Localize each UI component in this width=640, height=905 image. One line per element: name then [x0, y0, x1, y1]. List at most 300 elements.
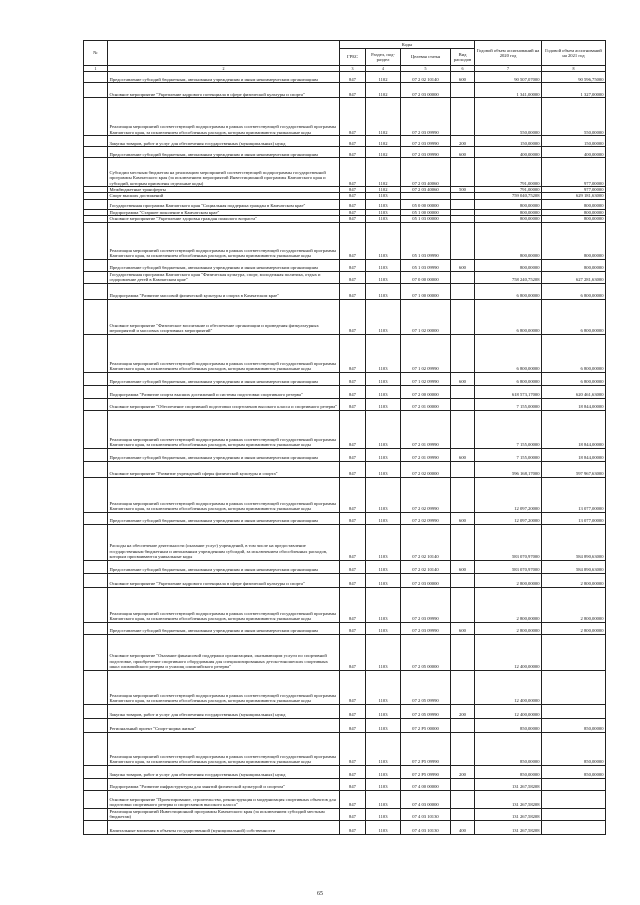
row-grbs: 847: [340, 820, 366, 834]
table-row: [84, 560, 606, 573]
row-grbs: 847: [340, 778, 366, 790]
row-value-2021: 977,00000: [542, 187, 606, 193]
row-name: Межбюджетные трансферты: [108, 187, 340, 193]
row-grbs: 847: [340, 216, 366, 222]
row-section: 1103: [366, 820, 401, 834]
row-value-2021: [542, 820, 606, 834]
row-section: 1103: [366, 209, 401, 215]
row-name: Реализация мероприятий соответствующей подпрограммы в рамках соответствующей государственной программы Камчатского края, за исключением обособленных расходов, которым присваиваются уникальные коды: [108, 410, 340, 448]
row-grbs: 847: [340, 524, 366, 560]
row-vid: [451, 98, 475, 136]
row-value-2021: [542, 670, 606, 704]
table-row: [84, 765, 606, 778]
row-value-2020: 131 267,58208: [475, 778, 542, 790]
row-value-2020: 596 168,17000: [475, 461, 542, 477]
table-row: [84, 222, 606, 259]
row-vid: [451, 283, 475, 299]
row-name: Основное мероприятие "Укрепление здоровья граждан пожилого возраста": [108, 216, 340, 222]
table-row: [84, 718, 606, 732]
row-num: [84, 820, 108, 834]
row-value-2020: 1 341,00000: [475, 83, 542, 98]
row-vid: 600: [451, 259, 475, 271]
row-name: Основное мероприятие "Укрепление кадрового потенциала в сфере физической культуры и спорта": [108, 83, 340, 98]
row-value-2021: 627 281,63000: [542, 271, 606, 283]
row-num: [84, 448, 108, 461]
row-value-2020: 800,00000: [475, 209, 542, 215]
row-name: Реализация мероприятий Инвестиционной программы Камчатского края (за исключением субсидий местным бюджетам): [108, 808, 340, 820]
row-vid: [451, 334, 475, 372]
row-value-2020: 6 800,00000: [475, 283, 542, 299]
row-article: 07 2 05 09990: [401, 704, 451, 718]
table-row: [84, 283, 606, 299]
row-article: 07 4 00 00000: [401, 778, 451, 790]
row-value-2021: 18 844,00000: [542, 410, 606, 448]
row-name: Реализация мероприятий соответствующей подпрограммы в рамках соответствующей государственной программы Камчатского края, за исключением обособленных расходов, которым присваиваются уникальные коды: [108, 334, 340, 372]
row-value-2020: 6 800,00000: [475, 299, 542, 334]
row-article: 07 1 02 09990: [401, 372, 451, 385]
row-vid: [451, 587, 475, 622]
row-article: 07 2 05 00000: [401, 634, 451, 670]
row-value-2020: 150,00000: [475, 136, 542, 147]
row-name: Расходы на обеспечение деятельности (оказание услуг) учреждений, в том числе на предоставление государственным бюджетным и автономным учреждениям субсидий, за исключением обособленных расходов, которым присваиваются уникальные коды: [108, 524, 340, 560]
row-value-2020: 759 040,75208: [475, 193, 542, 199]
row-name: Предоставление субсидий бюджетным, автономным учреждениям и иным некоммерческим организациям: [108, 72, 340, 83]
row-value-2021: 800,00000: [542, 199, 606, 209]
row-value-2020: 2 800,00000: [475, 587, 542, 622]
table-row: [84, 136, 606, 147]
row-value-2020: 800,00000: [475, 199, 542, 209]
row-vid: [451, 573, 475, 587]
col-number: 8: [542, 66, 606, 72]
row-article: 07 2 03 00000: [401, 83, 451, 98]
row-grbs: 847: [340, 765, 366, 778]
row-name: Реализация мероприятий соответствующей подпрограммы в рамках соответствующей государственной программы Камчатского края, за исключением обособленных расходов, которым присваиваются уникальные коды: [108, 98, 340, 136]
row-num: [84, 72, 108, 83]
row-name: Основное мероприятие "Физическое воспитание и обеспечение организации и проведения физкультурных мероприятий и массовых спортивных мероприятий": [108, 299, 340, 334]
row-num: [84, 732, 108, 765]
row-num: [84, 790, 108, 808]
row-name: Подпрограмма "Развитие массовой физической культуры и спорта в Камчатском крае": [108, 283, 340, 299]
table-row: [84, 587, 606, 622]
row-section: 1102: [366, 136, 401, 147]
row-name: Предоставление субсидий бюджетным, автономным учреждениям и иным некоммерческим организациям: [108, 512, 340, 524]
row-value-2021: 620 461,63000: [542, 385, 606, 398]
row-vid: [451, 222, 475, 259]
row-value-2020: 90 507,07000: [475, 72, 542, 83]
row-article: 07 1 02 00000: [401, 299, 451, 334]
row-num: [84, 524, 108, 560]
row-num: [84, 385, 108, 398]
row-value-2020: 6 800,00000: [475, 334, 542, 372]
row-value-2021: 13 077,00000: [542, 477, 606, 512]
table-row: [84, 573, 606, 587]
row-name: Закупка товаров, работ и услуг для обеспечения государственных (муниципальных) нужд: [108, 765, 340, 778]
row-vid: [451, 808, 475, 820]
row-value-2021: 2 800,00000: [542, 622, 606, 634]
row-value-2020: 2 800,00000: [475, 622, 542, 634]
row-value-2020: 618 573,17000: [475, 385, 542, 398]
row-grbs: 847: [340, 147, 366, 158]
row-value-2021: [542, 790, 606, 808]
row-name: Основное мероприятие "Проектирование, строительство, реконструкция и модернизация спортивных объектов для подготовки спортивного резерва и спортсменов высокого класса": [108, 790, 340, 808]
row-article: 07 2 03 09990: [401, 136, 451, 147]
row-grbs: 847: [340, 622, 366, 634]
row-section: 1102: [366, 83, 401, 98]
row-section: 1103: [366, 704, 401, 718]
row-section: 1103: [366, 790, 401, 808]
row-num: [84, 808, 108, 820]
table-row: [84, 477, 606, 512]
header-2020: Годовой объем ассигнований на 2020 год: [475, 41, 542, 66]
row-value-2020: 550,00000: [475, 98, 542, 136]
row-value-2021: 2 800,00000: [542, 587, 606, 622]
row-grbs: 847: [340, 573, 366, 587]
row-num: [84, 670, 108, 704]
row-article: 07 2 03 09990: [401, 587, 451, 622]
row-num: [84, 634, 108, 670]
table-row: [84, 622, 606, 634]
row-num: [84, 222, 108, 259]
row-vid: 200: [451, 136, 475, 147]
row-value-2021: [542, 634, 606, 670]
row-name: Подпрограмма "Старшее поколение в Камчатском крае": [108, 209, 340, 215]
row-value-2020: 400,00000: [475, 147, 542, 158]
row-value-2021: 629 181,63000: [542, 193, 606, 199]
row-value-2020: 850,00000: [475, 718, 542, 732]
row-grbs: 847: [340, 704, 366, 718]
row-article: 07 2 03 00000: [401, 573, 451, 587]
row-article: 07 2 03 40060: [401, 187, 451, 193]
row-num: [84, 372, 108, 385]
header-article: Целевая статья: [401, 49, 451, 66]
budget-table: [83, 40, 606, 835]
row-section: 1103: [366, 477, 401, 512]
row-name: Подпрограмма "Развитие инфраструктуры для занятий физической культурой и спортом": [108, 778, 340, 790]
table-row: [84, 372, 606, 385]
row-section: 1103: [366, 193, 401, 199]
col-number: 7: [475, 66, 542, 72]
header-2021: Годовой объем ассигнований на 2021 год: [542, 41, 606, 66]
row-name: Предоставление субсидий бюджетным, автономным учреждениям и иным некоммерческим организациям: [108, 448, 340, 461]
row-num: [84, 271, 108, 283]
header-name: [108, 41, 340, 66]
row-num: [84, 199, 108, 209]
row-num: [84, 136, 108, 147]
row-value-2020: 131 267,58208: [475, 790, 542, 808]
row-article: 07 2 02 09990: [401, 477, 451, 512]
table-row: [84, 83, 606, 98]
table-row: [84, 398, 606, 410]
row-grbs: 847: [340, 283, 366, 299]
row-value-2021: 550,00000: [542, 98, 606, 136]
row-grbs: 847: [340, 136, 366, 147]
row-section: 1102: [366, 72, 401, 83]
row-vid: [451, 790, 475, 808]
row-value-2021: 400,00000: [542, 147, 606, 158]
row-vid: [451, 477, 475, 512]
row-article: 07 1 02 09990: [401, 334, 451, 372]
col-number: 5: [401, 66, 451, 72]
row-section: 1102: [366, 147, 401, 158]
table-row: [84, 158, 606, 187]
row-article: 07 2 03 40060: [401, 158, 451, 187]
table-row: [84, 778, 606, 790]
row-name: Основное мероприятие "Развитие учреждений сферы физической культуры и спорта": [108, 461, 340, 477]
table-row: [84, 820, 606, 834]
row-num: [84, 560, 108, 573]
row-value-2020: 7 155,00000: [475, 448, 542, 461]
row-value-2020: 800,00000: [475, 222, 542, 259]
row-vid: 200: [451, 704, 475, 718]
row-vid: 500: [451, 187, 475, 193]
col-number: 1: [84, 66, 108, 72]
row-name: Подпрограмма "Развитие спорта высших достижений и системы подготовки спортивного резерва": [108, 385, 340, 398]
row-value-2020: 800,00000: [475, 259, 542, 271]
row-num: [84, 299, 108, 334]
row-vid: 600: [451, 560, 475, 573]
row-grbs: 847: [340, 372, 366, 385]
row-vid: [451, 670, 475, 704]
row-grbs: 847: [340, 732, 366, 765]
row-grbs: 847: [340, 199, 366, 209]
table-row: [84, 410, 606, 448]
table-row: [84, 385, 606, 398]
row-section: 1103: [366, 385, 401, 398]
row-vid: [451, 158, 475, 187]
row-grbs: 847: [340, 560, 366, 573]
row-section: 1103: [366, 461, 401, 477]
row-grbs: 847: [340, 83, 366, 98]
table-row: [84, 634, 606, 670]
row-num: [84, 98, 108, 136]
row-vid: [451, 718, 475, 732]
row-num: [84, 477, 108, 512]
row-article: 07 2 02 00000: [401, 461, 451, 477]
row-name: Государственная программа Камчатского края "Социальная поддержка граждан в Камчатском крае": [108, 199, 340, 209]
row-vid: 600: [451, 372, 475, 385]
table-row: [84, 790, 606, 808]
row-grbs: 847: [340, 209, 366, 215]
row-article: 07 2 05 09990: [401, 670, 451, 704]
row-section: 1103: [366, 808, 401, 820]
row-section: 1103: [366, 398, 401, 410]
row-section: 1103: [366, 448, 401, 461]
row-name: Субсидии местным бюджетам на реализацию мероприятий соответствующей подпрограммы государственной программы Камчатского края (за исключением мероприятий Инвестиционной программы Камчатского края и субсидий, которым присвоены отдельные коды): [108, 158, 340, 187]
row-value-2020: 2 800,00000: [475, 573, 542, 587]
row-value-2020: 850,00000: [475, 732, 542, 765]
row-article: 07 2 02 10140: [401, 72, 451, 83]
table-row: [84, 704, 606, 718]
row-value-2021: 2 800,00000: [542, 573, 606, 587]
row-value-2020: 131 267,58208: [475, 820, 542, 834]
row-vid: [451, 410, 475, 448]
row-section: 1102: [366, 187, 401, 193]
row-value-2021: 90 596,75000: [542, 72, 606, 83]
row-value-2021: 800,00000: [542, 216, 606, 222]
row-vid: [451, 271, 475, 283]
row-vid: 600: [451, 622, 475, 634]
row-num: [84, 718, 108, 732]
header-vid: Вид расходов: [451, 49, 475, 66]
header-codes: Коды: [340, 41, 475, 49]
row-value-2020: 758 240,75208: [475, 271, 542, 283]
table-row: [84, 98, 606, 136]
table-row: [84, 334, 606, 372]
row-grbs: 847: [340, 448, 366, 461]
row-section: 1103: [366, 283, 401, 299]
row-grbs: 847: [340, 410, 366, 448]
row-num: [84, 158, 108, 187]
row-num: [84, 587, 108, 622]
row-article: 05 1 03 09990: [401, 222, 451, 259]
row-value-2021: [542, 778, 606, 790]
row-name: Предоставление субсидий бюджетным, автономным учреждениям и иным некоммерческим организациям: [108, 259, 340, 271]
page-number: 65: [317, 891, 323, 897]
row-value-2020: 12 400,00000: [475, 704, 542, 718]
row-value-2021: [542, 704, 606, 718]
row-article: 07 4 03 10130: [401, 808, 451, 820]
row-grbs: 847: [340, 98, 366, 136]
row-article: 07 2 P5 09990: [401, 732, 451, 765]
row-article: 07 4 03 00000: [401, 790, 451, 808]
row-section: 1103: [366, 410, 401, 448]
row-article: 07 2 02 10140: [401, 524, 451, 560]
row-vid: 200: [451, 765, 475, 778]
table-row: [84, 524, 606, 560]
row-name: Предоставление субсидий бюджетным, автономным учреждениям и иным некоммерческим организациям: [108, 147, 340, 158]
row-section: 1103: [366, 259, 401, 271]
row-section: 1102: [366, 158, 401, 187]
row-vid: 600: [451, 512, 475, 524]
budget-table-sheet: [83, 40, 605, 835]
row-section: 1103: [366, 222, 401, 259]
row-name: Государственная программа Камчатского края "Физическая культура, спорт, молодежная политика, отдых и оздоровление детей в Камчатском крае": [108, 271, 340, 283]
table-row: [84, 271, 606, 283]
table-row: [84, 448, 606, 461]
row-value-2021: 18 844,00000: [542, 448, 606, 461]
header-grbs: ГРБС: [340, 49, 366, 66]
row-vid: 600: [451, 72, 475, 83]
row-vid: [451, 199, 475, 209]
row-vid: [451, 461, 475, 477]
row-vid: [451, 398, 475, 410]
row-num: [84, 765, 108, 778]
row-grbs: 847: [340, 334, 366, 372]
header-num: №: [84, 41, 108, 66]
row-value-2020: 12 097,20000: [475, 477, 542, 512]
row-num: [84, 573, 108, 587]
row-vid: 600: [451, 147, 475, 158]
row-value-2020: 850,00000: [475, 765, 542, 778]
table-body: [84, 72, 606, 835]
row-value-2021: 800,00000: [542, 209, 606, 215]
row-name: Реализация мероприятий соответствующей подпрограммы в рамках соответствующей государственной программы Камчатского края, за исключением обособленных расходов, которым присваиваются уникальные коды: [108, 732, 340, 765]
row-name: Спорт высших достижений: [108, 193, 340, 199]
col-number: 2: [108, 66, 340, 72]
row-section: 1103: [366, 271, 401, 283]
table-row: [84, 670, 606, 704]
header-section: Раздел, под-раздел: [366, 49, 401, 66]
row-num: [84, 147, 108, 158]
row-value-2020: 12 097,20000: [475, 512, 542, 524]
row-vid: [451, 634, 475, 670]
table-row: [84, 808, 606, 820]
row-value-2020: 7 155,00000: [475, 410, 542, 448]
row-value-2021: 150,00000: [542, 136, 606, 147]
row-value-2021: [542, 808, 606, 820]
row-section: 1103: [366, 573, 401, 587]
row-grbs: 847: [340, 398, 366, 410]
row-grbs: 847: [340, 808, 366, 820]
row-name: Капитальные вложения в объекты государственной (муниципальной) собственности: [108, 820, 340, 834]
row-grbs: 847: [340, 72, 366, 83]
row-num: [84, 622, 108, 634]
row-grbs: 847: [340, 790, 366, 808]
row-grbs: 847: [340, 477, 366, 512]
row-name: Закупка товаров, работ и услуг для обеспечения государственных (муниципальных) нужд: [108, 704, 340, 718]
row-section: 1103: [366, 718, 401, 732]
row-name: Реализация мероприятий соответствующей подпрограммы в рамках соответствующей государственной программы Камчатского края, за исключением обособленных расходов, которым присваиваются уникальные коды: [108, 587, 340, 622]
row-section: 1103: [366, 634, 401, 670]
row-grbs: 847: [340, 461, 366, 477]
row-grbs: 847: [340, 259, 366, 271]
row-value-2020: 791,00000: [475, 187, 542, 193]
row-value-2021: 18 844,00000: [542, 398, 606, 410]
row-name: Реализация мероприятий соответствующей подпрограммы в рамках соответствующей государственной программы Камчатского края, за исключением обособленных расходов, которым присваиваются уникальные коды: [108, 222, 340, 259]
row-num: [84, 704, 108, 718]
row-value-2021: 850,00000: [542, 732, 606, 765]
row-value-2021: 6 800,00000: [542, 299, 606, 334]
row-num: [84, 410, 108, 448]
row-article: 07 2 P5 00000: [401, 718, 451, 732]
row-name: Реализация мероприятий соответствующей подпрограммы в рамках соответствующей государственной программы Камчатского края, за исключением обособленных расходов, которым присваиваются уникальные коды: [108, 670, 340, 704]
row-value-2020: 12 400,00000: [475, 670, 542, 704]
row-article: 07 2 00 00000: [401, 385, 451, 398]
row-article: 07 2 P5 09990: [401, 765, 451, 778]
row-value-2020: 583 070,97000: [475, 560, 542, 573]
row-article: 07 4 03 10130: [401, 820, 451, 834]
row-value-2020: 583 070,97000: [475, 524, 542, 560]
row-section: 1103: [366, 372, 401, 385]
row-vid: 600: [451, 448, 475, 461]
row-num: [84, 334, 108, 372]
row-value-2021: 597 967,63000: [542, 461, 606, 477]
row-value-2021: 1 327,00000: [542, 83, 606, 98]
row-value-2021: 850,00000: [542, 765, 606, 778]
row-vid: [451, 299, 475, 334]
row-section: 1103: [366, 587, 401, 622]
row-value-2021: 13 077,00000: [542, 512, 606, 524]
row-num: [84, 398, 108, 410]
row-grbs: 847: [340, 385, 366, 398]
row-grbs: 847: [340, 187, 366, 193]
row-article: 07 2 03 09990: [401, 622, 451, 634]
row-num: [84, 283, 108, 299]
col-number: 6: [451, 66, 475, 72]
row-vid: [451, 732, 475, 765]
row-article: 07 2 03 09990: [401, 98, 451, 136]
table-row: [84, 461, 606, 477]
row-section: 1103: [366, 524, 401, 560]
row-value-2020: 791,00000: [475, 158, 542, 187]
row-article: 05 1 03 09990: [401, 259, 451, 271]
row-section: 1103: [366, 560, 401, 573]
row-section: 1103: [366, 670, 401, 704]
row-section: 1103: [366, 199, 401, 209]
row-vid: [451, 83, 475, 98]
row-name: Закупка товаров, работ и услуг для обеспечения государственных (муниципальных) нужд: [108, 136, 340, 147]
table-row: [84, 259, 606, 271]
